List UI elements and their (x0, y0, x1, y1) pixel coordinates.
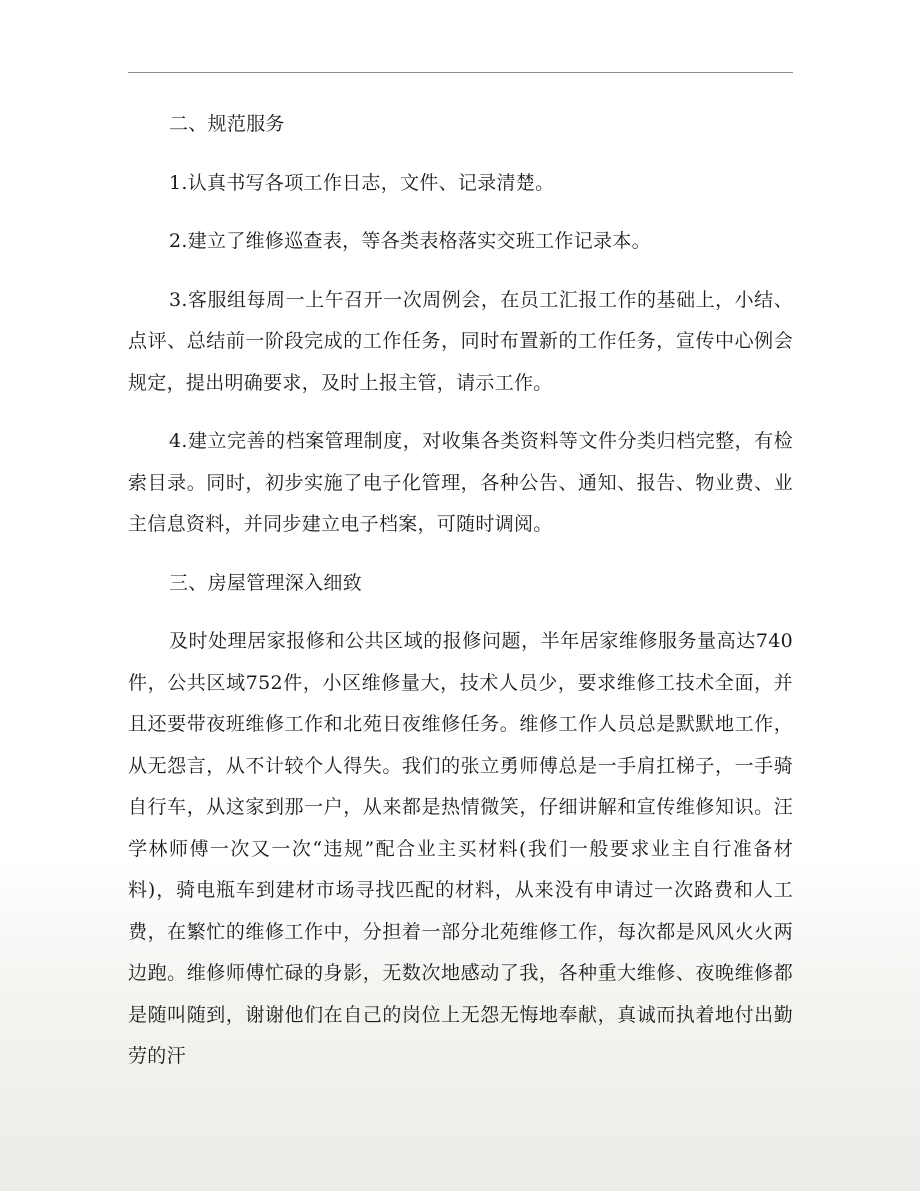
paragraph-work-log: 1.认真书写各项工作日志，文件、记录清楚。 (169, 171, 555, 194)
paragraph-repair-work: 及时处理居家报修和公共区域的报修问题，半年居家维修服务量高达740件，公共区域752件，小区维修量大，技术人员少，要求维修工技术全面，并且还要带夜班维修工作和北苑日夜维修任务。维修工作人员总是默默地工作，从无怨言，从不计较个人得失。我们的张立勇师傅总是一手肩扛梯子，一手骑自行车，从这家到那一户，从来都是热情微笑，仔细讲解和宣传维修知识。汪学林师傅一次又一次“违规”配合业主买材料(我们一般要求业主自行准备材料)，骑电瓶车到建材市场寻找匹配的材料，从来没有申请过一次路费和人工费，在繁忙的维修工作中，分担着一部分北苑维修工作，每次都是风风火火两边跑。维修师傅忙碌的身影，无数次地感动了我，各种重大维修、夜晚维修都是随叫随到，谢谢他们在自己的岗位上无怨无悔地奉献，真诚而执着地付出勤劳的汗 (128, 630, 793, 1067)
section-heading-service: 二、规范服务 (169, 113, 285, 135)
section-heading-housing: 三、房屋管理深入细致 (169, 571, 363, 594)
document-body (128, 104, 793, 1095)
header-rule (128, 72, 793, 73)
paragraph-archive-management: 4.建立完善的档案管理制度，对收集各类资料等文件分类归档完整，有检索目录。同时，初步实施了电子化管理，各种公告、通知、报告、物业费、业主信息资料，并同步建立电子档案，可随时调阅。 (128, 430, 793, 535)
paragraph-inspection-table: 2.建立了维修巡查表，等各类表格落实交班工作记录本。 (169, 230, 651, 252)
paragraph-weekly-meeting: 3.客服组每周一上午召开一次周例会，在员工汇报工作的基础上，小结、点评、总结前一阶段完成的工作任务，同时布置新的工作任务，宣传中心例会规定，提出明确要求，及时上报主管，请示工作。 (128, 288, 793, 394)
